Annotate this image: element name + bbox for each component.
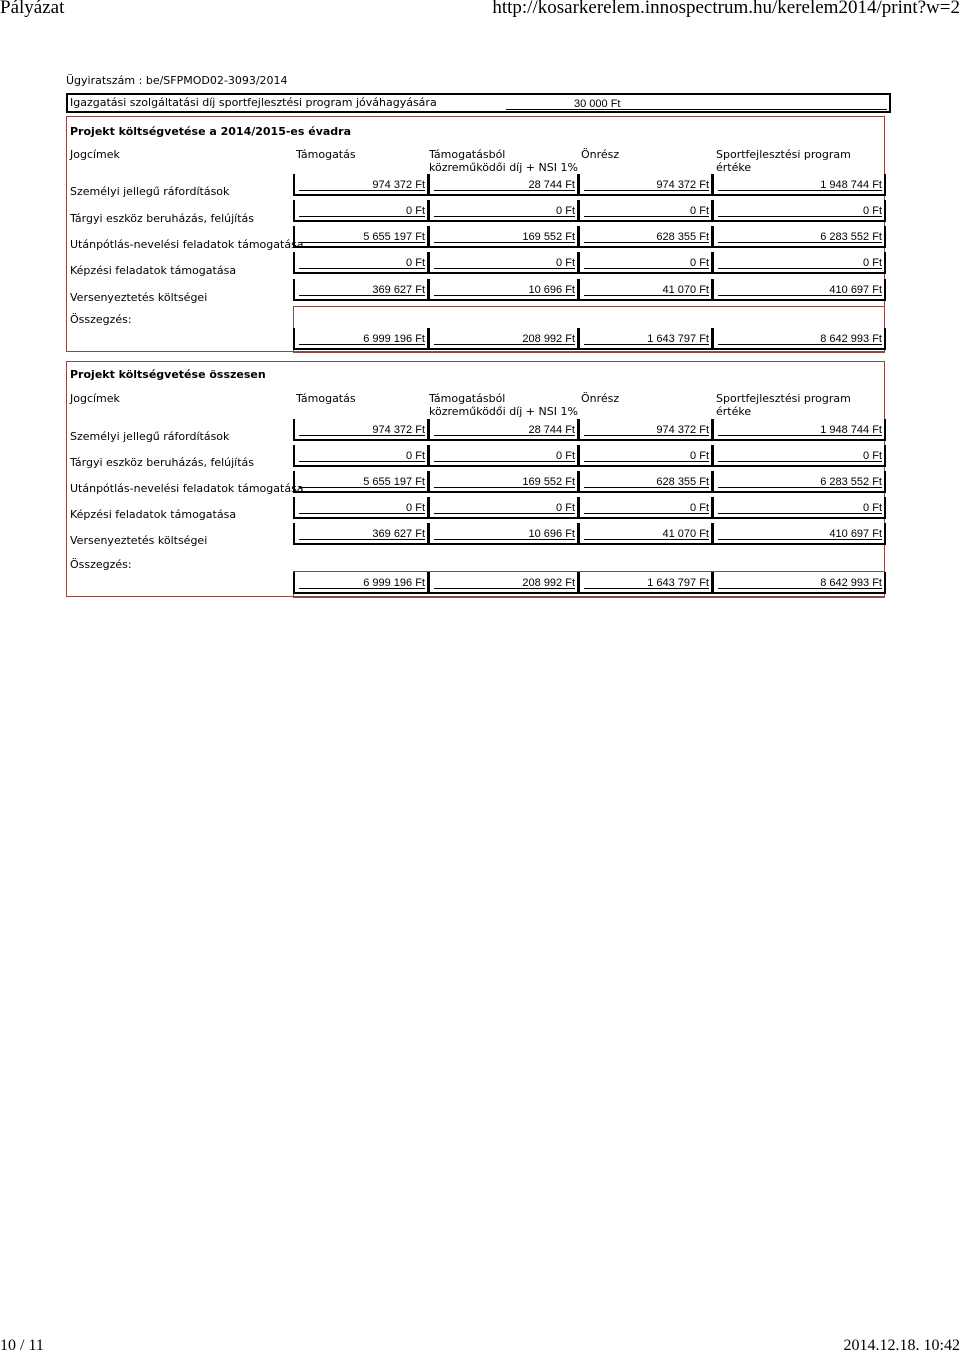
- amount-value: 974 372 Ft: [372, 424, 425, 436]
- summary-value-cell: [293, 328, 429, 350]
- amount-value: 1 643 797 Ft: [647, 333, 709, 345]
- value-underline: [718, 216, 882, 217]
- amount-value: 974 372 Ft: [372, 179, 425, 191]
- amount-value: 410 697 Ft: [829, 528, 882, 540]
- value-cell: [712, 419, 886, 441]
- amount-value: 8 642 993 Ft: [820, 333, 882, 345]
- value-cell: [428, 497, 579, 519]
- amount-value: 0 Ft: [556, 450, 575, 462]
- row-label: Személyi jellegű ráfordítások: [70, 430, 230, 443]
- summary-value-cell: [428, 328, 579, 350]
- amount-value: 0 Ft: [690, 450, 709, 462]
- column-header-kozremukodoi-1: Támogatásból: [429, 148, 506, 161]
- amount-value: 628 355 Ft: [656, 231, 709, 243]
- value-cell: [428, 279, 579, 301]
- value-cell: [293, 523, 429, 545]
- approval-fee-underline: [506, 109, 887, 110]
- amount-value: 169 552 Ft: [522, 231, 575, 243]
- amount-value: 0 Ft: [406, 257, 425, 269]
- value-cell: [712, 471, 886, 493]
- amount-value: 6 999 196 Ft: [363, 333, 425, 345]
- column-header-onresz: Önrész: [581, 148, 620, 161]
- amount-value: 28 744 Ft: [528, 424, 575, 436]
- amount-value: 0 Ft: [690, 502, 709, 514]
- amount-value: 6 283 552 Ft: [820, 231, 882, 243]
- amount-value: 10 696 Ft: [528, 284, 575, 296]
- summary-label: Összegzés:: [70, 558, 132, 571]
- row-label: Versenyeztetés költségei: [70, 291, 208, 304]
- amount-value: 28 744 Ft: [528, 179, 575, 191]
- section-title: Projekt költségvetése összesen: [70, 368, 266, 381]
- value-underline: [718, 513, 882, 514]
- value-cell: [293, 279, 429, 301]
- value-cell: [712, 523, 886, 545]
- amount-value: 0 Ft: [406, 502, 425, 514]
- amount-value: 169 552 Ft: [522, 476, 575, 488]
- column-header-jogcimek: Jogcímek: [70, 392, 120, 405]
- value-cell: [293, 445, 429, 467]
- value-cell: [293, 419, 429, 441]
- value-cell: [428, 419, 579, 441]
- amount-value: 0 Ft: [556, 502, 575, 514]
- row-label: Versenyeztetés költségei: [70, 534, 208, 547]
- column-header-kozremukodoi-2: közreműködői díj + NSI 1%: [429, 161, 578, 174]
- amount-value: 5 655 197 Ft: [363, 231, 425, 243]
- value-cell: [293, 174, 429, 196]
- column-header-jogcimek: Jogcímek: [70, 148, 120, 161]
- value-cell: [578, 226, 713, 248]
- value-cell: [712, 200, 886, 222]
- summary-label: Összegzés:: [70, 313, 132, 326]
- value-cell: [293, 200, 429, 222]
- row-label: Személyi jellegű ráfordítások: [70, 185, 230, 198]
- amount-value: 369 627 Ft: [372, 284, 425, 296]
- value-underline: [718, 268, 882, 269]
- amount-value: 208 992 Ft: [522, 333, 575, 345]
- amount-value: 5 655 197 Ft: [363, 476, 425, 488]
- column-header-kozremukodoi-2: közreműködői díj + NSI 1%: [429, 405, 578, 418]
- summary-value-cell: [578, 328, 713, 350]
- approval-fee-box: [66, 93, 891, 113]
- value-underline: [434, 268, 575, 269]
- value-underline: [434, 461, 575, 462]
- value-cell: [578, 252, 713, 274]
- value-underline: [718, 461, 882, 462]
- value-cell: [578, 497, 713, 519]
- value-underline: [434, 216, 575, 217]
- value-cell: [578, 523, 713, 545]
- amount-value: 0 Ft: [863, 450, 882, 462]
- print-header: [0, 0, 960, 20]
- value-cell: [578, 419, 713, 441]
- value-cell: [293, 471, 429, 493]
- row-label: Képzési feladatok támogatása: [70, 508, 237, 521]
- column-header-program-ertek: Sportfejlesztési program értéke: [716, 392, 851, 418]
- amount-value: 0 Ft: [406, 450, 425, 462]
- row-label: Utánpótlás-nevelési feladatok támogatása: [70, 482, 304, 495]
- amount-value: 0 Ft: [406, 205, 425, 217]
- row-label: Képzési feladatok támogatása: [70, 264, 237, 277]
- amount-value: 0 Ft: [863, 205, 882, 217]
- value-cell: [428, 471, 579, 493]
- value-cell: [712, 226, 886, 248]
- approval-fee-label: Igazgatási szolgáltatási díj sportfejlesztési program jóváhagyására: [70, 96, 437, 109]
- amount-value: 369 627 Ft: [372, 528, 425, 540]
- amount-value: 410 697 Ft: [829, 284, 882, 296]
- value-cell: [293, 252, 429, 274]
- value-cell: [428, 200, 579, 222]
- column-header-onresz: Önrész: [581, 392, 620, 405]
- amount-value: 8 642 993 Ft: [820, 577, 882, 589]
- summary-value-cell: [428, 572, 579, 594]
- value-cell: [428, 174, 579, 196]
- value-cell: [428, 252, 579, 274]
- amount-value: 0 Ft: [863, 502, 882, 514]
- value-cell: [578, 471, 713, 493]
- amount-value: 10 696 Ft: [528, 528, 575, 540]
- page-number: 10 / 11: [0, 1337, 44, 1354]
- amount-value: 1 948 744 Ft: [820, 179, 882, 191]
- value-cell: [428, 226, 579, 248]
- amount-value: 974 372 Ft: [656, 179, 709, 191]
- amount-value: 6 283 552 Ft: [820, 476, 882, 488]
- summary-value-cell: [578, 572, 713, 594]
- value-cell: [578, 200, 713, 222]
- row-label: Tárgyi eszköz beruházás, felújítás: [70, 456, 255, 469]
- amount-value: 974 372 Ft: [656, 424, 709, 436]
- value-cell: [293, 226, 429, 248]
- value-cell: [712, 279, 886, 301]
- amount-value: 0 Ft: [556, 205, 575, 217]
- amount-value: 0 Ft: [556, 257, 575, 269]
- summary-value-cell: [712, 572, 886, 594]
- value-cell: [428, 523, 579, 545]
- amount-value: 41 070 Ft: [662, 284, 709, 296]
- row-label: Tárgyi eszköz beruházás, felújítás: [70, 212, 255, 225]
- value-cell: [578, 174, 713, 196]
- amount-value: 208 992 Ft: [522, 577, 575, 589]
- value-cell: [712, 252, 886, 274]
- amount-value: 41 070 Ft: [662, 528, 709, 540]
- amount-value: 628 355 Ft: [656, 476, 709, 488]
- summary-value-cell: [293, 572, 429, 594]
- value-underline: [434, 513, 575, 514]
- value-cell: [712, 497, 886, 519]
- column-header-tamogatas: Támogatás: [296, 392, 356, 405]
- page-title: Pályázat: [0, 0, 65, 18]
- value-cell: [293, 497, 429, 519]
- value-cell: [712, 174, 886, 196]
- amount-value: 0 Ft: [863, 257, 882, 269]
- value-cell: [428, 445, 579, 467]
- approval-fee-value: 30 000 Ft: [574, 98, 621, 110]
- amount-value: 6 999 196 Ft: [363, 577, 425, 589]
- column-header-kozremukodoi-1: Támogatásból: [429, 392, 506, 405]
- column-header-tamogatas: Támogatás: [296, 148, 356, 161]
- amount-value: 0 Ft: [690, 205, 709, 217]
- column-header-program-ertek: Sportfejlesztési program értéke: [716, 148, 851, 174]
- print-date: 2014.12.18. 10:42: [843, 1337, 960, 1354]
- page-url: http://kosarkerelem.innospectrum.hu/kerelem2014/print?w=2: [492, 0, 960, 18]
- amount-value: 1 643 797 Ft: [647, 577, 709, 589]
- amount-value: 0 Ft: [690, 257, 709, 269]
- row-label: Utánpótlás-nevelési feladatok támogatása: [70, 238, 304, 251]
- reference-number: Ügyiratszám : be/SFPMOD02-3093/2014: [66, 74, 288, 87]
- summary-value-cell: [712, 328, 886, 350]
- print-footer: [0, 1339, 960, 1356]
- section-title: Projekt költségvetése a 2014/2015-es évadra: [70, 125, 352, 138]
- value-cell: [578, 445, 713, 467]
- amount-value: 1 948 744 Ft: [820, 424, 882, 436]
- value-cell: [578, 279, 713, 301]
- value-cell: [712, 445, 886, 467]
